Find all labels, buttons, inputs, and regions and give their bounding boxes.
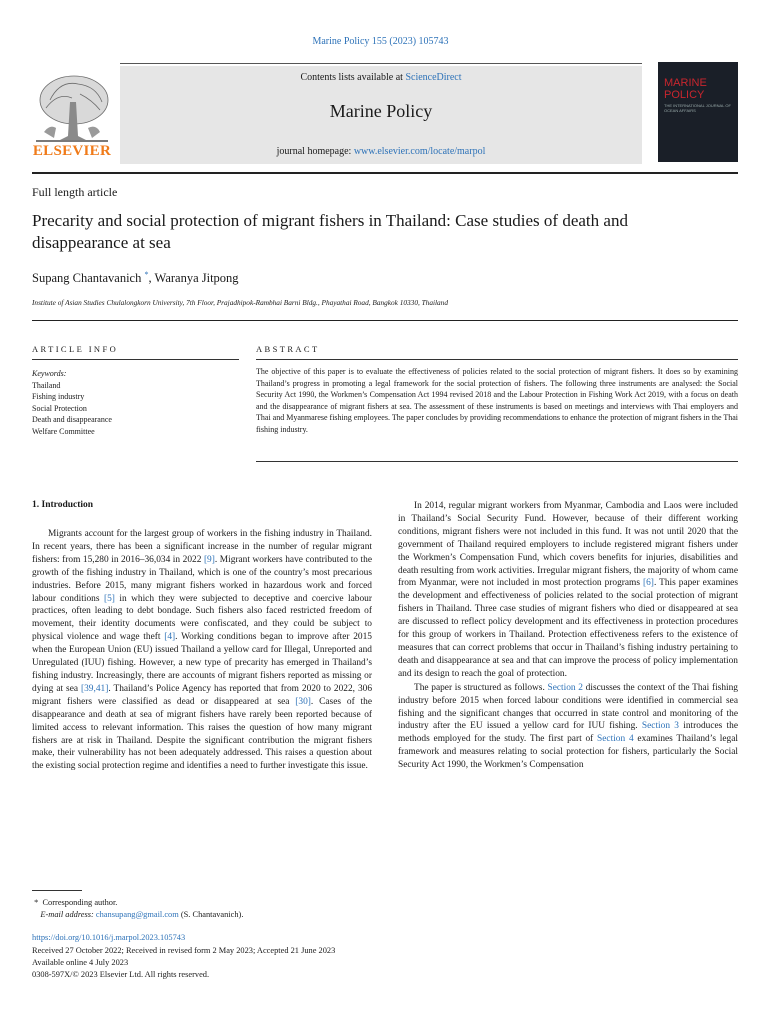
keyword-item: Death and disappearance bbox=[32, 415, 112, 425]
journal-title: Marine Policy bbox=[329, 101, 433, 121]
body-column-left bbox=[32, 528, 372, 773]
corresponding-author-mark[interactable]: * bbox=[144, 270, 149, 279]
text-run: The paper is structured as follows. bbox=[414, 682, 548, 693]
paragraph bbox=[32, 528, 372, 773]
article-title: Precarity and social protection of migrant fishers in Thailand: Case studies of death and disappearance at sea bbox=[32, 211, 628, 252]
footnote-rule bbox=[32, 890, 82, 891]
masthead-bottom-rule bbox=[32, 172, 738, 174]
abstract-heading: ABSTRACT bbox=[256, 344, 320, 354]
text-run: examines Thailand’s legal framework and measures relating to social protection for fishers, particularly the Social Security Act 1990, the Workmen’s Compensation bbox=[398, 734, 738, 771]
contents-line bbox=[120, 72, 642, 83]
text-run: . Migrant workers have contributed to the growth of the fishing industry in Thailand, which is one of the country’s most precarious industries. Before 2015, many migrant fishers worked in hazardous work and forced labour conditions bbox=[32, 554, 372, 604]
cover-title: MARINE POLICY bbox=[664, 77, 707, 101]
email-link[interactable]: chansupang@gmail.com bbox=[95, 910, 179, 919]
body-column-right bbox=[398, 500, 738, 772]
section-heading-introduction: 1. Introduction bbox=[32, 500, 94, 510]
citation-link[interactable]: [9] bbox=[203, 554, 215, 565]
online-date: Available online 4 July 2023 bbox=[32, 958, 129, 967]
contents-prefix: Contents lists available at bbox=[300, 72, 406, 83]
text-run: in which they were subjected to deceptive and coercive labour practices, often leading to debt bondage. Such fishers also faced restricted freedom of movement, their identity documents were confiscated, and they could be subject to physical violence and wage theft bbox=[32, 593, 372, 643]
citation-link[interactable]: [6] bbox=[643, 578, 654, 589]
abstract-text: The objective of this paper is to evaluate the effectiveness of policies related to the social protection of migrant fishers. It does so by examining Thailand’s progress in promoting a legal framework for the social protection of fishers. The following three instruments are analysed: the Social Security Act 1990, the Workmen’s Compensation Act 1994 revised 2018 and the Labour Protection in Fishing Work Act 2019, with a focus on death and the disappearance of migrant fishers at sea. The assessment of these instruments is based on meetings and interviews with Thai employers and Thai and Myanmarese fishing employees. The paper concludes by providing recommendations to enhance the protection of migrant fishers in the Thai fishing industry. bbox=[256, 367, 739, 434]
text-run: Migrants account for the largest group of workers in the fishing industry in Thailand. In recent years, there has been a significant increase in the number of regular migrant fishers: from 15,280 in 2016–36,034 in 2022 bbox=[32, 529, 372, 565]
text-run: . This paper examines the development and effectiveness of policies related to the social protection of migrant fishers in Thailand. Three case studies of migrant fishers who died or disappeared at sea are discussed to reflect policy development and its effectiveness in protection procedures for this group of workers in Thailand. Protection effectiveness refers to the existence of measures that can correct problems that occur in Thailand’s fishing industry pertaining to death and disappearance at sea and that can improve the process of policy implementation and its design to reach the goal of protection. bbox=[398, 578, 738, 679]
homepage-line bbox=[120, 146, 642, 157]
author-list bbox=[32, 270, 239, 286]
publication-info bbox=[32, 945, 552, 981]
email-label: E-mail address: bbox=[40, 910, 94, 919]
paragraph bbox=[398, 500, 738, 681]
homepage-prefix: journal homepage: bbox=[276, 146, 354, 157]
email-line bbox=[32, 909, 432, 921]
corresponding-label: Corresponding author. bbox=[42, 898, 118, 907]
author-separator: , bbox=[148, 271, 155, 286]
citation-link[interactable]: [30] bbox=[295, 696, 311, 707]
text-run: In 2014, regular migrant workers from Myanmar, Cambodia and Laos were included in Thailand’s Social Security Fund. However, because of their different working conditions, migrant fishers were not included in this fund. It was not until 2020 that the government of Thailand required employers to include registered migrant fishers under the Workmen’s Compensation Fund, which covers benefits for injuries, disabilities and death resulting from work activities. Irregular migrant fishers, the majority of whom came from Myanmar, were not included in most protection programs bbox=[398, 501, 738, 589]
journal-reference[interactable]: Marine Policy 155 (2023) 105743 bbox=[312, 36, 449, 47]
text-run: discusses the context of the Thai fishing industry before 2015 when forced labour conditions were identified in commercial sea fishing and the significant changes that occurred in state control and monitoring of the industry after the EU issued a yellow card for IUU fishing. bbox=[398, 682, 738, 732]
author-1[interactable]: Supang Chantavanich bbox=[32, 271, 142, 286]
abstract-bottom-rule bbox=[256, 461, 738, 462]
abstract-rule bbox=[256, 359, 738, 360]
article-type: Full length article bbox=[32, 185, 118, 199]
keyword-item: Social Protection bbox=[32, 403, 87, 413]
affiliation: Institute of Asian Studies Chulalongkorn University, 7th Floor, Prajadhipok-Rambhai Barni Bldg., Phayathai Road, Bangkok 10330, Thailand bbox=[32, 298, 448, 307]
elsevier-wordmark: ELSEVIER bbox=[32, 143, 112, 159]
article-info-heading: ARTICLE INFO bbox=[32, 344, 119, 354]
paragraph bbox=[398, 682, 738, 772]
doi-link[interactable]: https://doi.org/10.1016/j.marpol.2023.105743 bbox=[32, 933, 186, 942]
keywords-label: Keywords: bbox=[32, 369, 67, 378]
citation-link[interactable]: [39,41] bbox=[81, 683, 109, 694]
keywords-block bbox=[32, 368, 239, 438]
text-run: . Cases of the disappearance and death at sea of migrant fishers have rarely been reported because of limited access to relevant information. This raises the question of how many migrant fishers are at risk in Thailand. Despite the significant contribution the migrant fishers make, their vulnerability has not been adequately addressed. This raises a question about the existing social protection regime and identifies a need to further investigate this issue. bbox=[32, 696, 373, 772]
text-run: . Working conditions began to improve after 2015 when the European Union (EU) issued Thailand a yellow card for Illegal, Unreported and Unregulated (IUU) fishing. However, a new type of precarity has emerged in Thailand’s fishing industry. Increasingly, there are accounts of migrant fishers reported as missing or dying at sea bbox=[32, 632, 372, 694]
footnote bbox=[32, 897, 432, 921]
homepage-link[interactable]: www.elsevier.com/locate/marpol bbox=[353, 146, 486, 157]
keyword-item: Fishing industry bbox=[32, 392, 85, 402]
text-run: . Thailand’s Police Agency has reported that from 2020 to 2022, 306 migrant fishers were classified as dead or disappeared at sea bbox=[32, 683, 373, 707]
keyword-item: Thailand bbox=[32, 380, 61, 390]
masthead-top-rule bbox=[120, 63, 642, 64]
section-link[interactable]: Section 3 bbox=[641, 721, 679, 732]
citation-link[interactable]: [4] bbox=[164, 632, 176, 643]
footnote-mark: * bbox=[34, 898, 39, 907]
email-name: (S. Chantavanich). bbox=[180, 910, 244, 919]
text-run: introduces the methods employed for the study. The first part of bbox=[398, 721, 739, 745]
corresponding-footnote bbox=[32, 897, 432, 909]
author-2[interactable]: Waranya Jitpong bbox=[154, 271, 239, 286]
received-dates: Received 27 October 2022; Received in revised form 2 May 2023; Accepted 21 June 2023 bbox=[32, 946, 336, 955]
header-rule bbox=[32, 320, 738, 321]
citation-link[interactable]: [5] bbox=[103, 593, 115, 604]
copyright: 0308-597X/© 2023 Elsevier Ltd. All rights reserved. bbox=[32, 970, 210, 979]
keyword-item: Welfare Committee bbox=[32, 426, 95, 436]
section-link[interactable]: Section 2 bbox=[547, 682, 583, 693]
sciencedirect-link[interactable]: ScienceDirect bbox=[405, 72, 462, 83]
article-info-rule bbox=[32, 359, 239, 360]
section-link[interactable]: Section 4 bbox=[597, 734, 634, 745]
cover-subtitle: THE INTERNATIONAL JOURNAL OF OCEAN AFFAIRS bbox=[664, 103, 731, 113]
